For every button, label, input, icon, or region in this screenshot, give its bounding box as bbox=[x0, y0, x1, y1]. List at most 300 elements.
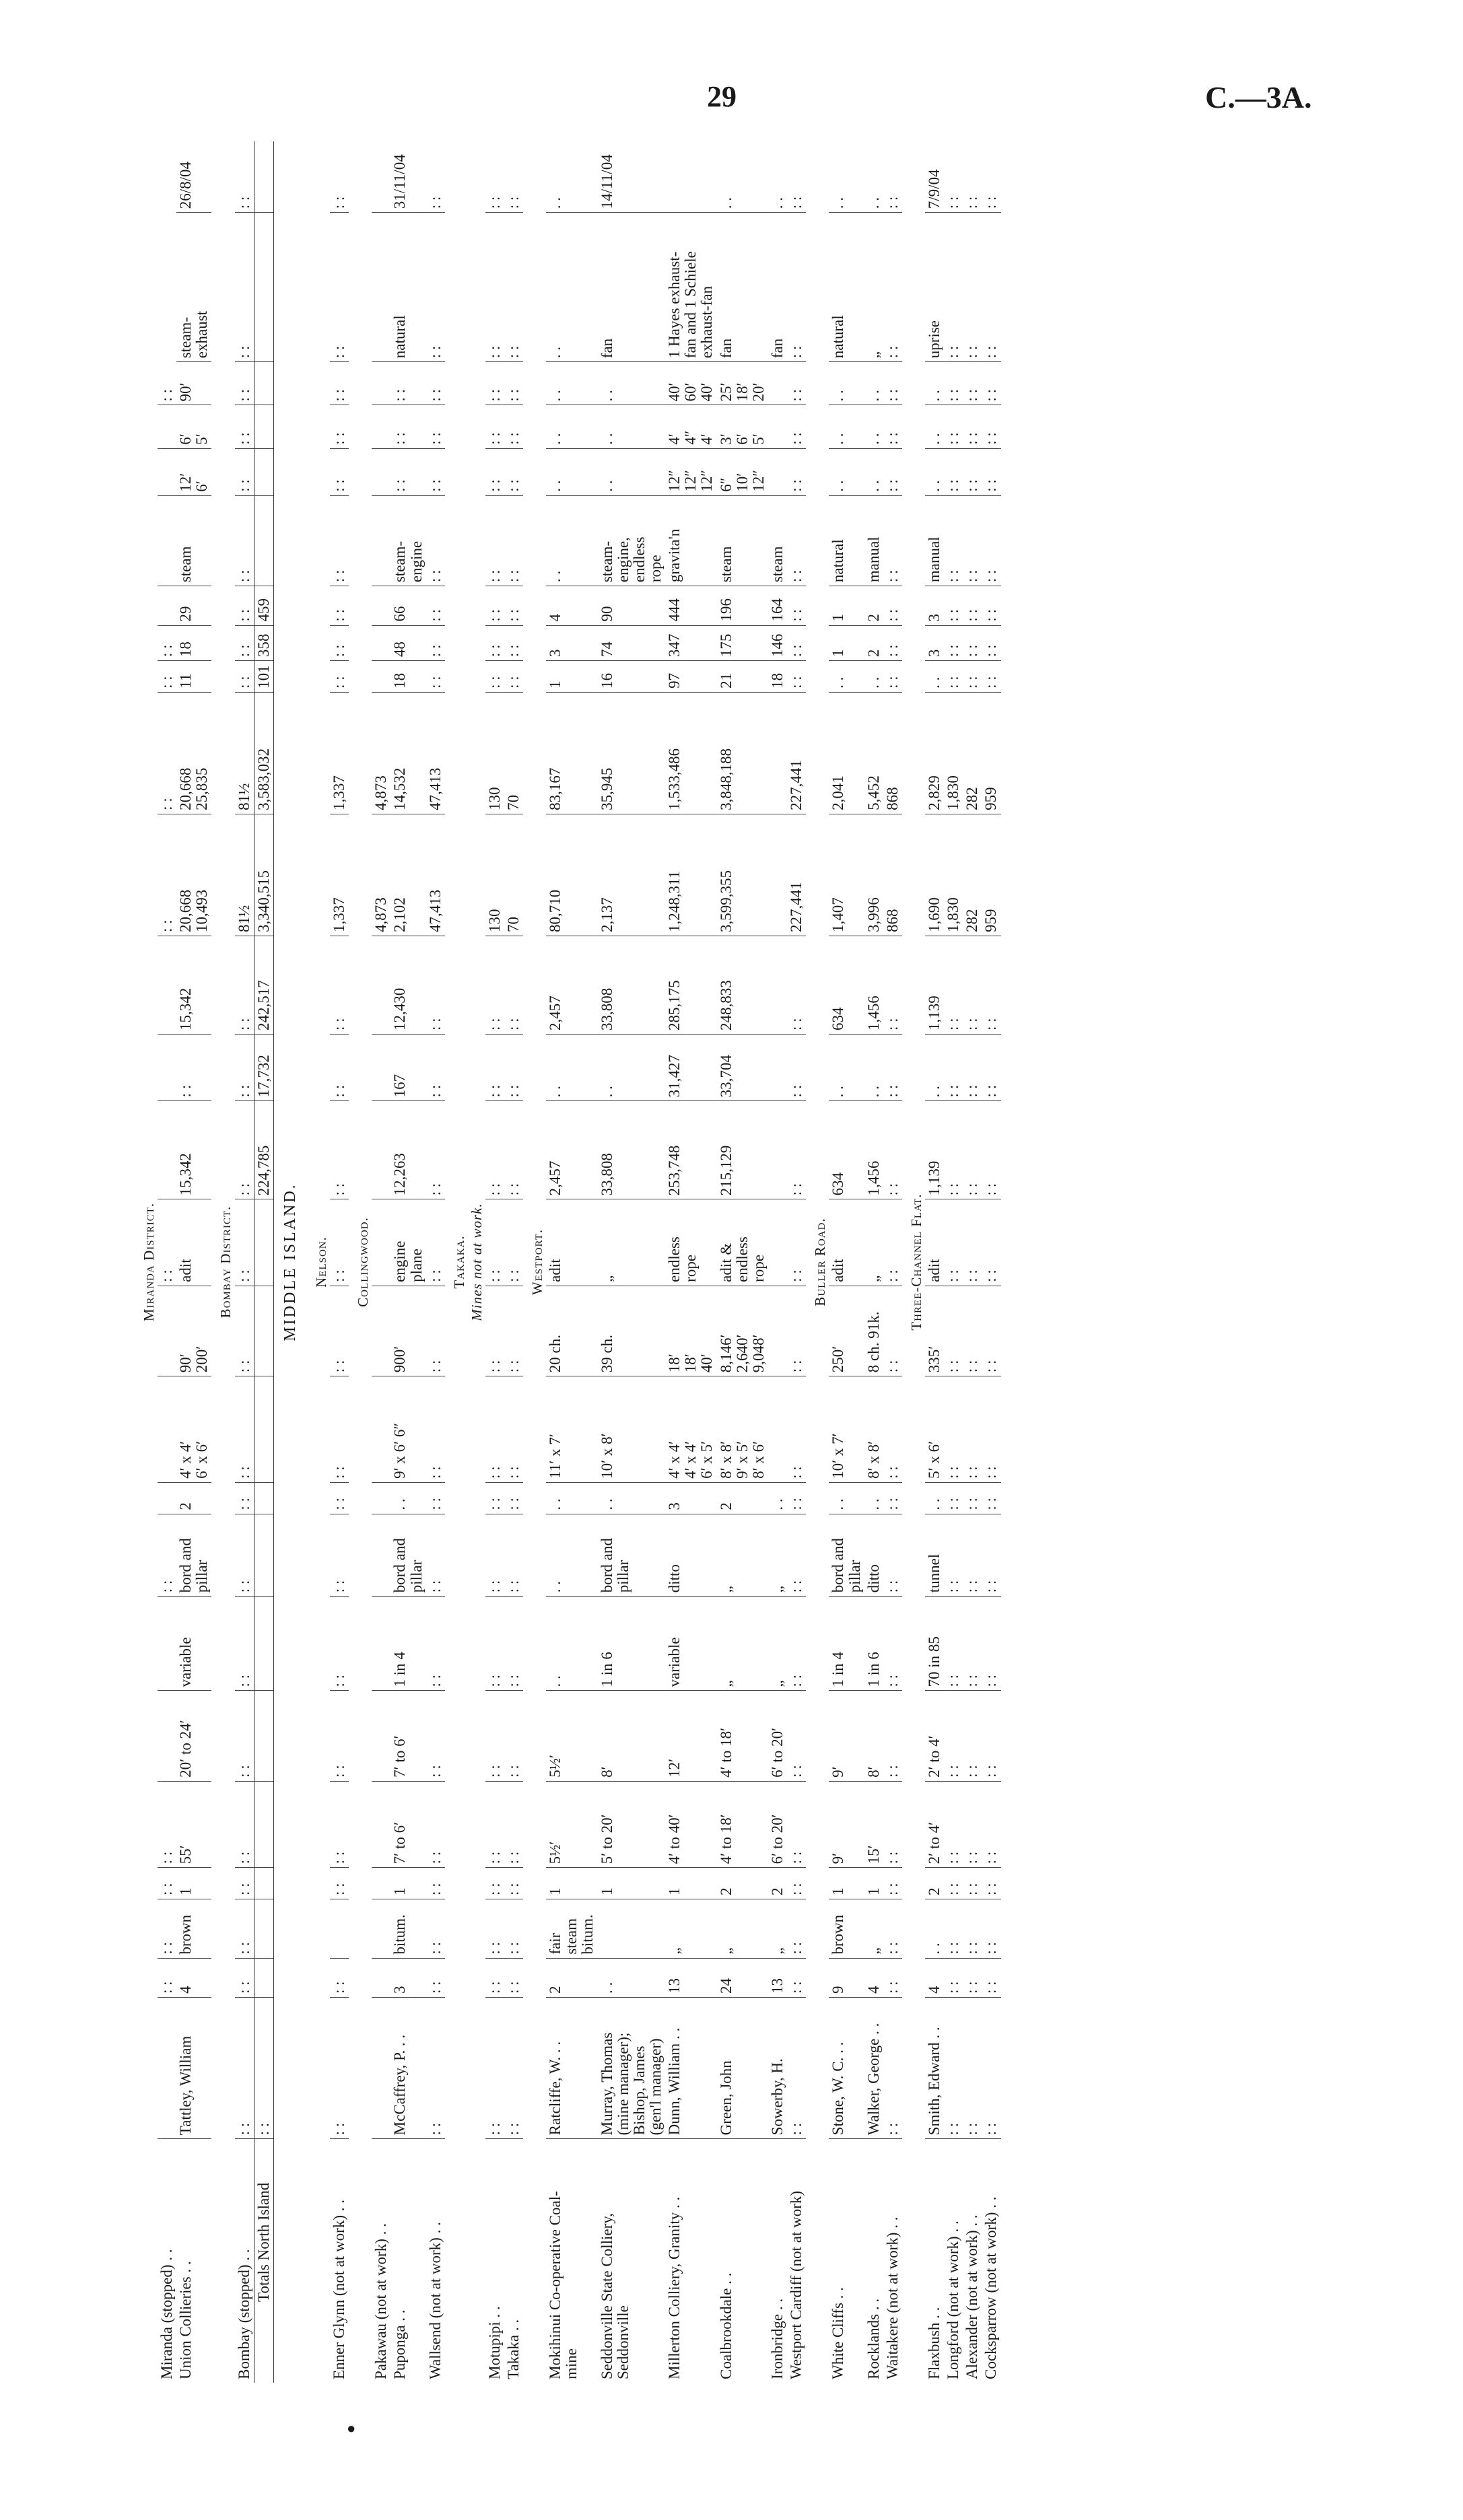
table-cell: : : bbox=[504, 1868, 523, 1899]
table-cell: : : bbox=[982, 586, 1000, 625]
table-cell: 13 bbox=[665, 1958, 716, 1997]
totals-cell: 3,583,032 bbox=[254, 692, 273, 814]
table-cell: : : bbox=[485, 625, 504, 661]
totals-cell bbox=[254, 1286, 273, 1376]
table-cell: : : bbox=[982, 1035, 1000, 1101]
table-cell: fan bbox=[768, 213, 787, 362]
table-cell: : : bbox=[426, 1597, 445, 1691]
table-cell: bord and pillar bbox=[176, 1514, 211, 1597]
totals-cell bbox=[254, 495, 273, 586]
table-cell bbox=[158, 1691, 176, 1781]
table-cell: . . bbox=[864, 661, 883, 693]
table-cell: . . bbox=[864, 405, 883, 448]
table-cell: 5′ x 6′ bbox=[925, 1376, 944, 1483]
mine-name: Cocksparrow (not at work) . . bbox=[982, 2139, 1000, 2383]
table-cell: . . bbox=[598, 1482, 666, 1514]
totals-cell bbox=[254, 448, 273, 495]
table-cell: 8′ bbox=[864, 1691, 883, 1781]
table-cell: : : bbox=[330, 936, 349, 1034]
table-cell: : : bbox=[963, 1958, 982, 1997]
table-cell: 6′ to 20′ bbox=[768, 1781, 787, 1868]
table-cell: . . bbox=[598, 448, 666, 495]
table-cell: : : bbox=[235, 586, 254, 625]
table-cell: : : bbox=[158, 1514, 176, 1597]
section-title: MIDDLE ISLAND. bbox=[281, 1183, 299, 1341]
table-cell: : : bbox=[963, 196, 981, 209]
table-cell: . . bbox=[864, 1482, 883, 1514]
table-cell: : : bbox=[883, 213, 902, 362]
table-cell: : : bbox=[485, 936, 504, 1034]
table-cell: : : bbox=[504, 1899, 523, 1959]
table-cell: : : bbox=[787, 1101, 806, 1199]
table-cell: : : bbox=[235, 196, 252, 209]
table-cell: : : bbox=[982, 1199, 1000, 1286]
table-cell: 175 bbox=[717, 625, 768, 661]
table-cell: : : bbox=[982, 196, 1000, 209]
table-cell: : : bbox=[176, 1035, 211, 1101]
table-cell: : : bbox=[485, 1514, 504, 1597]
totals-cell bbox=[254, 1199, 273, 1286]
table-cell: 1,337 bbox=[330, 692, 349, 814]
table-cell: Green, John bbox=[717, 1998, 768, 2139]
mine-name: Miranda (stopped) . . bbox=[158, 2139, 176, 2383]
table-cell: : : bbox=[485, 495, 504, 586]
table-cell: : : bbox=[485, 1958, 504, 1997]
table-cell: 1,533,486 bbox=[665, 692, 716, 814]
table-cell: : : bbox=[883, 936, 902, 1034]
table-cell: 634 bbox=[829, 1101, 864, 1199]
table-cell: : : bbox=[426, 1514, 445, 1597]
totals-cell bbox=[254, 1899, 273, 1959]
table-cell: Tattley, William bbox=[176, 1998, 211, 2139]
table-cell: : : bbox=[485, 1482, 504, 1514]
table-cell: 81½ bbox=[235, 814, 254, 936]
table-cell: : : bbox=[330, 1691, 349, 1781]
table-cell: 9′ bbox=[829, 1781, 864, 1868]
table-cell: 66 bbox=[390, 586, 426, 625]
table-cell: : : bbox=[963, 1101, 982, 1199]
table-cell: : : bbox=[944, 1482, 963, 1514]
table-cell: fan bbox=[717, 213, 768, 362]
table-cell: : : bbox=[982, 1286, 1000, 1376]
document-code: C.—3A. bbox=[1205, 80, 1312, 114]
table-cell: brown bbox=[829, 1899, 864, 1959]
mine-name: Westport Cardiff (not at work) bbox=[787, 2139, 806, 2383]
totals-cell: 17,732 bbox=[254, 1035, 273, 1101]
table-row bbox=[158, 141, 176, 2383]
table-cell: : : bbox=[330, 1035, 349, 1101]
table-cell: 2 bbox=[768, 1868, 787, 1899]
table-cell: : : bbox=[963, 1597, 982, 1691]
table-cell: 25′ 18′ 20′ bbox=[717, 362, 768, 405]
table-cell: : : bbox=[883, 1514, 902, 1597]
table-cell: : : bbox=[330, 1376, 349, 1483]
table-cell: : : bbox=[883, 1691, 902, 1781]
table-cell: Murray, Thomas (mine manager); Bishop, James (gen'l manager) bbox=[598, 1998, 666, 2139]
totals-cell: 242,517 bbox=[254, 936, 273, 1034]
table-cell: : : bbox=[330, 625, 349, 661]
table-cell: : : bbox=[426, 1286, 445, 1376]
table-cell: : : bbox=[235, 1101, 254, 1199]
table-cell: . . bbox=[925, 1482, 944, 1514]
table-cell: : : bbox=[982, 1376, 1000, 1483]
table-cell bbox=[372, 661, 390, 693]
table-cell: : : bbox=[944, 1376, 963, 1483]
table-cell: fan bbox=[598, 213, 666, 362]
table-cell: : : bbox=[883, 1376, 902, 1483]
table-cell bbox=[330, 1899, 349, 1959]
table-cell bbox=[158, 1101, 176, 1199]
table-cell: : : bbox=[235, 1868, 254, 1899]
table-cell: 18 bbox=[768, 661, 787, 693]
table-cell: : : bbox=[390, 362, 426, 405]
table-cell: : : bbox=[426, 362, 445, 405]
table-cell: manual bbox=[864, 495, 883, 586]
table-cell: 6′ to 20′ bbox=[768, 1691, 787, 1781]
table-cell: : : bbox=[883, 1899, 902, 1959]
table-cell: : : bbox=[504, 495, 523, 586]
table-cell: : : bbox=[944, 625, 963, 661]
table-cell: : : bbox=[330, 405, 349, 448]
table-cell: „ bbox=[864, 1199, 883, 1286]
table-cell: : : bbox=[944, 405, 963, 448]
table-cell: 282 bbox=[963, 814, 982, 936]
table-row bbox=[176, 141, 211, 2383]
totals-cell bbox=[254, 1691, 273, 1781]
table-cell: 959 bbox=[982, 814, 1000, 936]
totals-cell bbox=[254, 1597, 273, 1691]
table-row bbox=[504, 141, 523, 2383]
table-cell: : : bbox=[982, 1514, 1000, 1597]
table-cell: 1 bbox=[829, 625, 864, 661]
table-cell: : : bbox=[787, 936, 806, 1034]
table-cell: : : bbox=[426, 1482, 445, 1514]
table-cell: . . bbox=[546, 1035, 597, 1101]
table-cell bbox=[372, 1781, 390, 1868]
table-cell: 1,456 bbox=[864, 936, 883, 1034]
table-cell: : : bbox=[235, 1035, 254, 1101]
table-row bbox=[944, 141, 963, 2383]
table-cell: : : bbox=[330, 1482, 349, 1514]
table-cell: steam- exhaust bbox=[176, 213, 211, 362]
table-cell: : : bbox=[982, 1597, 1000, 1691]
district-heading: Nelson. bbox=[312, 1236, 329, 1288]
table-cell: : : bbox=[504, 448, 523, 495]
table-cell: : : bbox=[883, 495, 902, 586]
table-cell: 248,833 bbox=[717, 936, 768, 1034]
table-cell: 40′ 60′ 40′ bbox=[665, 362, 716, 405]
table-cell: 14,532 bbox=[390, 692, 426, 814]
table-cell: : : bbox=[235, 1286, 254, 1376]
table-cell: : : bbox=[426, 1035, 445, 1101]
table-cell: : : bbox=[330, 1514, 349, 1597]
table-cell: : : bbox=[963, 1482, 982, 1514]
table-cell: 253,748 bbox=[665, 1101, 716, 1199]
mine-name: Coalbrookdale . . bbox=[717, 2139, 768, 2383]
totals-cell bbox=[254, 1781, 273, 1868]
mine-name: Union Collieries . . bbox=[176, 2139, 211, 2383]
table-cell: : : bbox=[504, 1199, 523, 1286]
table-cell bbox=[372, 936, 390, 1034]
table-cell: 20,668 10,493 bbox=[176, 814, 211, 936]
totals-cell: 3,340,515 bbox=[254, 814, 273, 936]
table-cell: adit bbox=[925, 1199, 944, 1286]
table-cell: . . bbox=[546, 1482, 597, 1514]
table-cell: : : bbox=[963, 1035, 982, 1101]
table-cell: 1,139 bbox=[925, 936, 944, 1034]
table-cell: 1 in 4 bbox=[829, 1597, 864, 1691]
table-cell: : : bbox=[330, 661, 349, 693]
table-cell: ditto bbox=[665, 1514, 716, 1597]
table-cell: : : bbox=[982, 1691, 1000, 1781]
middle-island-rows bbox=[307, 141, 1001, 2383]
table-cell: . . bbox=[925, 1899, 944, 1959]
table-cell: 48 bbox=[390, 625, 426, 661]
table-cell: . . bbox=[864, 197, 882, 209]
table-cell: 3,848,188 bbox=[717, 692, 768, 814]
table-cell: 4′ to 18′ bbox=[717, 1691, 768, 1781]
table-cell: : : bbox=[158, 1958, 176, 1997]
table-cell bbox=[768, 1035, 787, 1101]
table-cell: : : bbox=[426, 495, 445, 586]
table-cell: Stone, W. C. . . bbox=[829, 1998, 864, 2139]
table-cell: 11′ x 7′ bbox=[546, 1376, 597, 1483]
table-cell bbox=[768, 692, 787, 814]
table-cell: . . bbox=[768, 1482, 787, 1514]
table-cell: 2,457 bbox=[546, 936, 597, 1034]
table-cell: : : bbox=[787, 586, 806, 625]
table-cell bbox=[372, 1691, 390, 1781]
table-cell bbox=[158, 448, 176, 495]
table-cell: : : bbox=[883, 1286, 902, 1376]
table-cell: : : bbox=[485, 1035, 504, 1101]
table-cell: 1 bbox=[829, 586, 864, 625]
mine-name: Longford (not at work) . . bbox=[944, 2139, 963, 2383]
table-cell: : : bbox=[883, 625, 902, 661]
table-cell: Walker, George . . bbox=[864, 1998, 883, 2139]
table-cell: 35,945 bbox=[598, 692, 666, 814]
table-cell: : : bbox=[485, 1868, 504, 1899]
table-cell: : : bbox=[963, 495, 982, 586]
table-cell: 4′ 4″ 4′ bbox=[665, 405, 716, 448]
table-cell: : : bbox=[158, 814, 176, 936]
table-cell: : : bbox=[883, 448, 902, 495]
table-cell: : : bbox=[426, 1781, 445, 1868]
totals-row bbox=[254, 141, 273, 2383]
table-cell: 12,263 bbox=[390, 1101, 426, 1199]
totals-cell: 224,785 bbox=[254, 1101, 273, 1199]
table-cell: 3′ 6′ 5′ bbox=[717, 405, 768, 448]
table-cell bbox=[768, 1286, 787, 1376]
totals-cell bbox=[254, 1376, 273, 1483]
table-cell bbox=[372, 1958, 390, 1997]
table-cell: . . bbox=[598, 405, 666, 448]
table-cell: : : bbox=[485, 448, 504, 495]
table-cell: . . bbox=[546, 362, 597, 405]
table-cell: variable bbox=[176, 1597, 211, 1691]
table-cell: bord and pillar bbox=[390, 1514, 426, 1597]
table-cell: . . bbox=[598, 362, 666, 405]
table-cell: 90′ bbox=[176, 362, 211, 405]
table-cell: : : bbox=[235, 1691, 254, 1781]
table-cell bbox=[372, 1376, 390, 1483]
table-cell: 8′ x 8′ 9′ x 5′ 8′ x 6′ bbox=[717, 1376, 768, 1483]
table-cell: 20,668 25,835 bbox=[176, 692, 211, 814]
table-cell bbox=[158, 1998, 176, 2139]
table-cell: 47,413 bbox=[426, 814, 445, 936]
table-cell: . . bbox=[769, 197, 786, 209]
table-cell: 21 bbox=[717, 661, 768, 693]
table-cell: natural bbox=[829, 495, 864, 586]
table-cell: 24 bbox=[717, 1958, 768, 1997]
table-cell: : : bbox=[235, 1199, 254, 1286]
table-cell: : : bbox=[235, 495, 254, 586]
table-cell: . . bbox=[864, 362, 883, 405]
table-cell: steam bbox=[717, 495, 768, 586]
table-cell: 7′ to 6′ bbox=[390, 1691, 426, 1781]
table-cell: 4 bbox=[176, 1958, 211, 1997]
table-cell bbox=[768, 936, 787, 1034]
table-cell: 33,808 bbox=[598, 936, 666, 1034]
table-cell: : : bbox=[982, 936, 1000, 1034]
table-cell: 70 bbox=[504, 814, 523, 936]
table-cell: 227,441 bbox=[787, 692, 806, 814]
table-cell: 97 bbox=[665, 661, 716, 693]
table-cell: 2,457 bbox=[546, 1101, 597, 1199]
district-heading: Buller Road. bbox=[812, 1218, 829, 1306]
totals-cell bbox=[254, 362, 273, 405]
table-cell: 285,175 bbox=[665, 936, 716, 1034]
table-cell: : : bbox=[426, 1899, 445, 1959]
mine-name: Pakawau (not at work) . . bbox=[372, 2139, 390, 2383]
table-cell: 3 bbox=[665, 1482, 716, 1514]
table-cell: 15,342 bbox=[176, 1101, 211, 1199]
table-cell: : : bbox=[787, 1035, 806, 1101]
table-cell: 1 bbox=[864, 1868, 883, 1899]
table-cell: : : bbox=[963, 1286, 982, 1376]
table-cell: : : bbox=[330, 586, 349, 625]
table-cell: 4′ to 18′ bbox=[717, 1781, 768, 1868]
table-cell: 3 bbox=[925, 586, 944, 625]
table-cell: 5½′ bbox=[546, 1781, 597, 1868]
mine-name: Ironbridge . . bbox=[768, 2139, 787, 2383]
table-cell: : : bbox=[883, 1035, 902, 1101]
table-cell: 4′ x 4′ 4′ x 4′ 6′ x 5′ bbox=[665, 1376, 716, 1483]
table-cell: 29 bbox=[176, 586, 211, 625]
table-row bbox=[768, 141, 787, 2383]
table-cell: : : bbox=[944, 1514, 963, 1597]
table-cell: Ratcliffe, W. . . bbox=[546, 1998, 597, 2139]
table-cell: : : bbox=[944, 1899, 963, 1959]
table-cell: 13 bbox=[768, 1958, 787, 1997]
table-cell: . . bbox=[829, 405, 864, 448]
table-cell: 81½ bbox=[235, 692, 254, 814]
totals-cell bbox=[254, 213, 273, 362]
district-heading-row bbox=[349, 141, 372, 2383]
table-cell: : : bbox=[426, 661, 445, 693]
table-cell: 16 bbox=[598, 661, 666, 693]
table-cell: : : bbox=[944, 936, 963, 1034]
table-cell: : : bbox=[330, 213, 349, 362]
table-cell: : : bbox=[963, 1998, 982, 2139]
table-cell: : : bbox=[944, 1691, 963, 1781]
table-cell: 18 bbox=[176, 625, 211, 661]
district-heading: Collingwood. bbox=[355, 1217, 372, 1307]
table-cell bbox=[372, 586, 390, 625]
table-row bbox=[665, 141, 716, 2383]
table-cell: . . bbox=[829, 1035, 864, 1101]
table-cell: : : bbox=[235, 362, 254, 405]
table-cell: 164 bbox=[768, 586, 787, 625]
table-cell: 3,996 bbox=[864, 814, 883, 936]
district-heading-row bbox=[806, 141, 829, 2383]
table-cell: : : bbox=[982, 1101, 1000, 1199]
table-cell: 1 bbox=[546, 661, 597, 693]
table-cell: 31/11/04 bbox=[391, 154, 409, 209]
mine-name: Seddonville State Colliery, Seddonville bbox=[598, 2139, 666, 2383]
table-cell: : : bbox=[485, 1199, 504, 1286]
table-cell: : : bbox=[426, 1199, 445, 1286]
table-cell: : : bbox=[963, 1691, 982, 1781]
table-cell: . . bbox=[829, 197, 847, 209]
table-row bbox=[330, 141, 349, 2383]
table-cell: 2 bbox=[717, 1868, 768, 1899]
table-cell: : : bbox=[963, 362, 982, 405]
table-cell: „ bbox=[598, 1199, 666, 1286]
table-cell: 959 bbox=[982, 692, 1000, 814]
table-cell: 12,430 bbox=[390, 936, 426, 1034]
table-cell: 11 bbox=[176, 661, 211, 693]
table-cell: 4,873 bbox=[372, 692, 390, 814]
table-cell: 444 bbox=[665, 586, 716, 625]
table-cell: : : bbox=[485, 586, 504, 625]
table-cell: 3 bbox=[925, 625, 944, 661]
table-cell: 2,829 bbox=[925, 692, 944, 814]
table-cell bbox=[598, 1899, 666, 1959]
table-cell: : : bbox=[504, 1035, 523, 1101]
rotated-coal-mines-table bbox=[135, 141, 1313, 2383]
table-cell bbox=[158, 586, 176, 625]
table-cell: 1 in 4 bbox=[390, 1597, 426, 1691]
table-cell: 1 in 6 bbox=[864, 1597, 883, 1691]
table-cell bbox=[158, 936, 176, 1034]
table-cell: 10′ x 8′ bbox=[598, 1376, 666, 1483]
table-cell: gravita'n bbox=[665, 495, 716, 586]
table-cell: 1 bbox=[176, 1868, 211, 1899]
table-cell: 15,342 bbox=[176, 936, 211, 1034]
table-cell: : : bbox=[787, 1199, 806, 1286]
table-cell: : : bbox=[485, 213, 504, 362]
mine-name: Puponga . . bbox=[390, 2139, 426, 2383]
table-cell: 2 bbox=[864, 586, 883, 625]
table-cell: bitum. bbox=[390, 1899, 426, 1959]
table-cell: : : bbox=[158, 625, 176, 661]
table-cell: : : bbox=[944, 1286, 963, 1376]
table-cell: : : bbox=[235, 1514, 254, 1597]
table-cell bbox=[372, 362, 390, 405]
district-heading-row bbox=[902, 141, 925, 2383]
table-cell: 9′ x 6′ 6″ bbox=[390, 1376, 426, 1483]
table-cell: : : bbox=[158, 692, 176, 814]
table-cell: : : bbox=[963, 448, 982, 495]
table-cell: : : bbox=[883, 1958, 902, 1997]
table-cell: . . bbox=[546, 495, 597, 586]
table-cell: : : bbox=[485, 405, 504, 448]
table-cell: „ bbox=[864, 1899, 883, 1959]
table-cell: : : bbox=[330, 1101, 349, 1199]
table-cell: 20 ch. bbox=[546, 1286, 597, 1376]
table-cell: : : bbox=[330, 1597, 349, 1691]
